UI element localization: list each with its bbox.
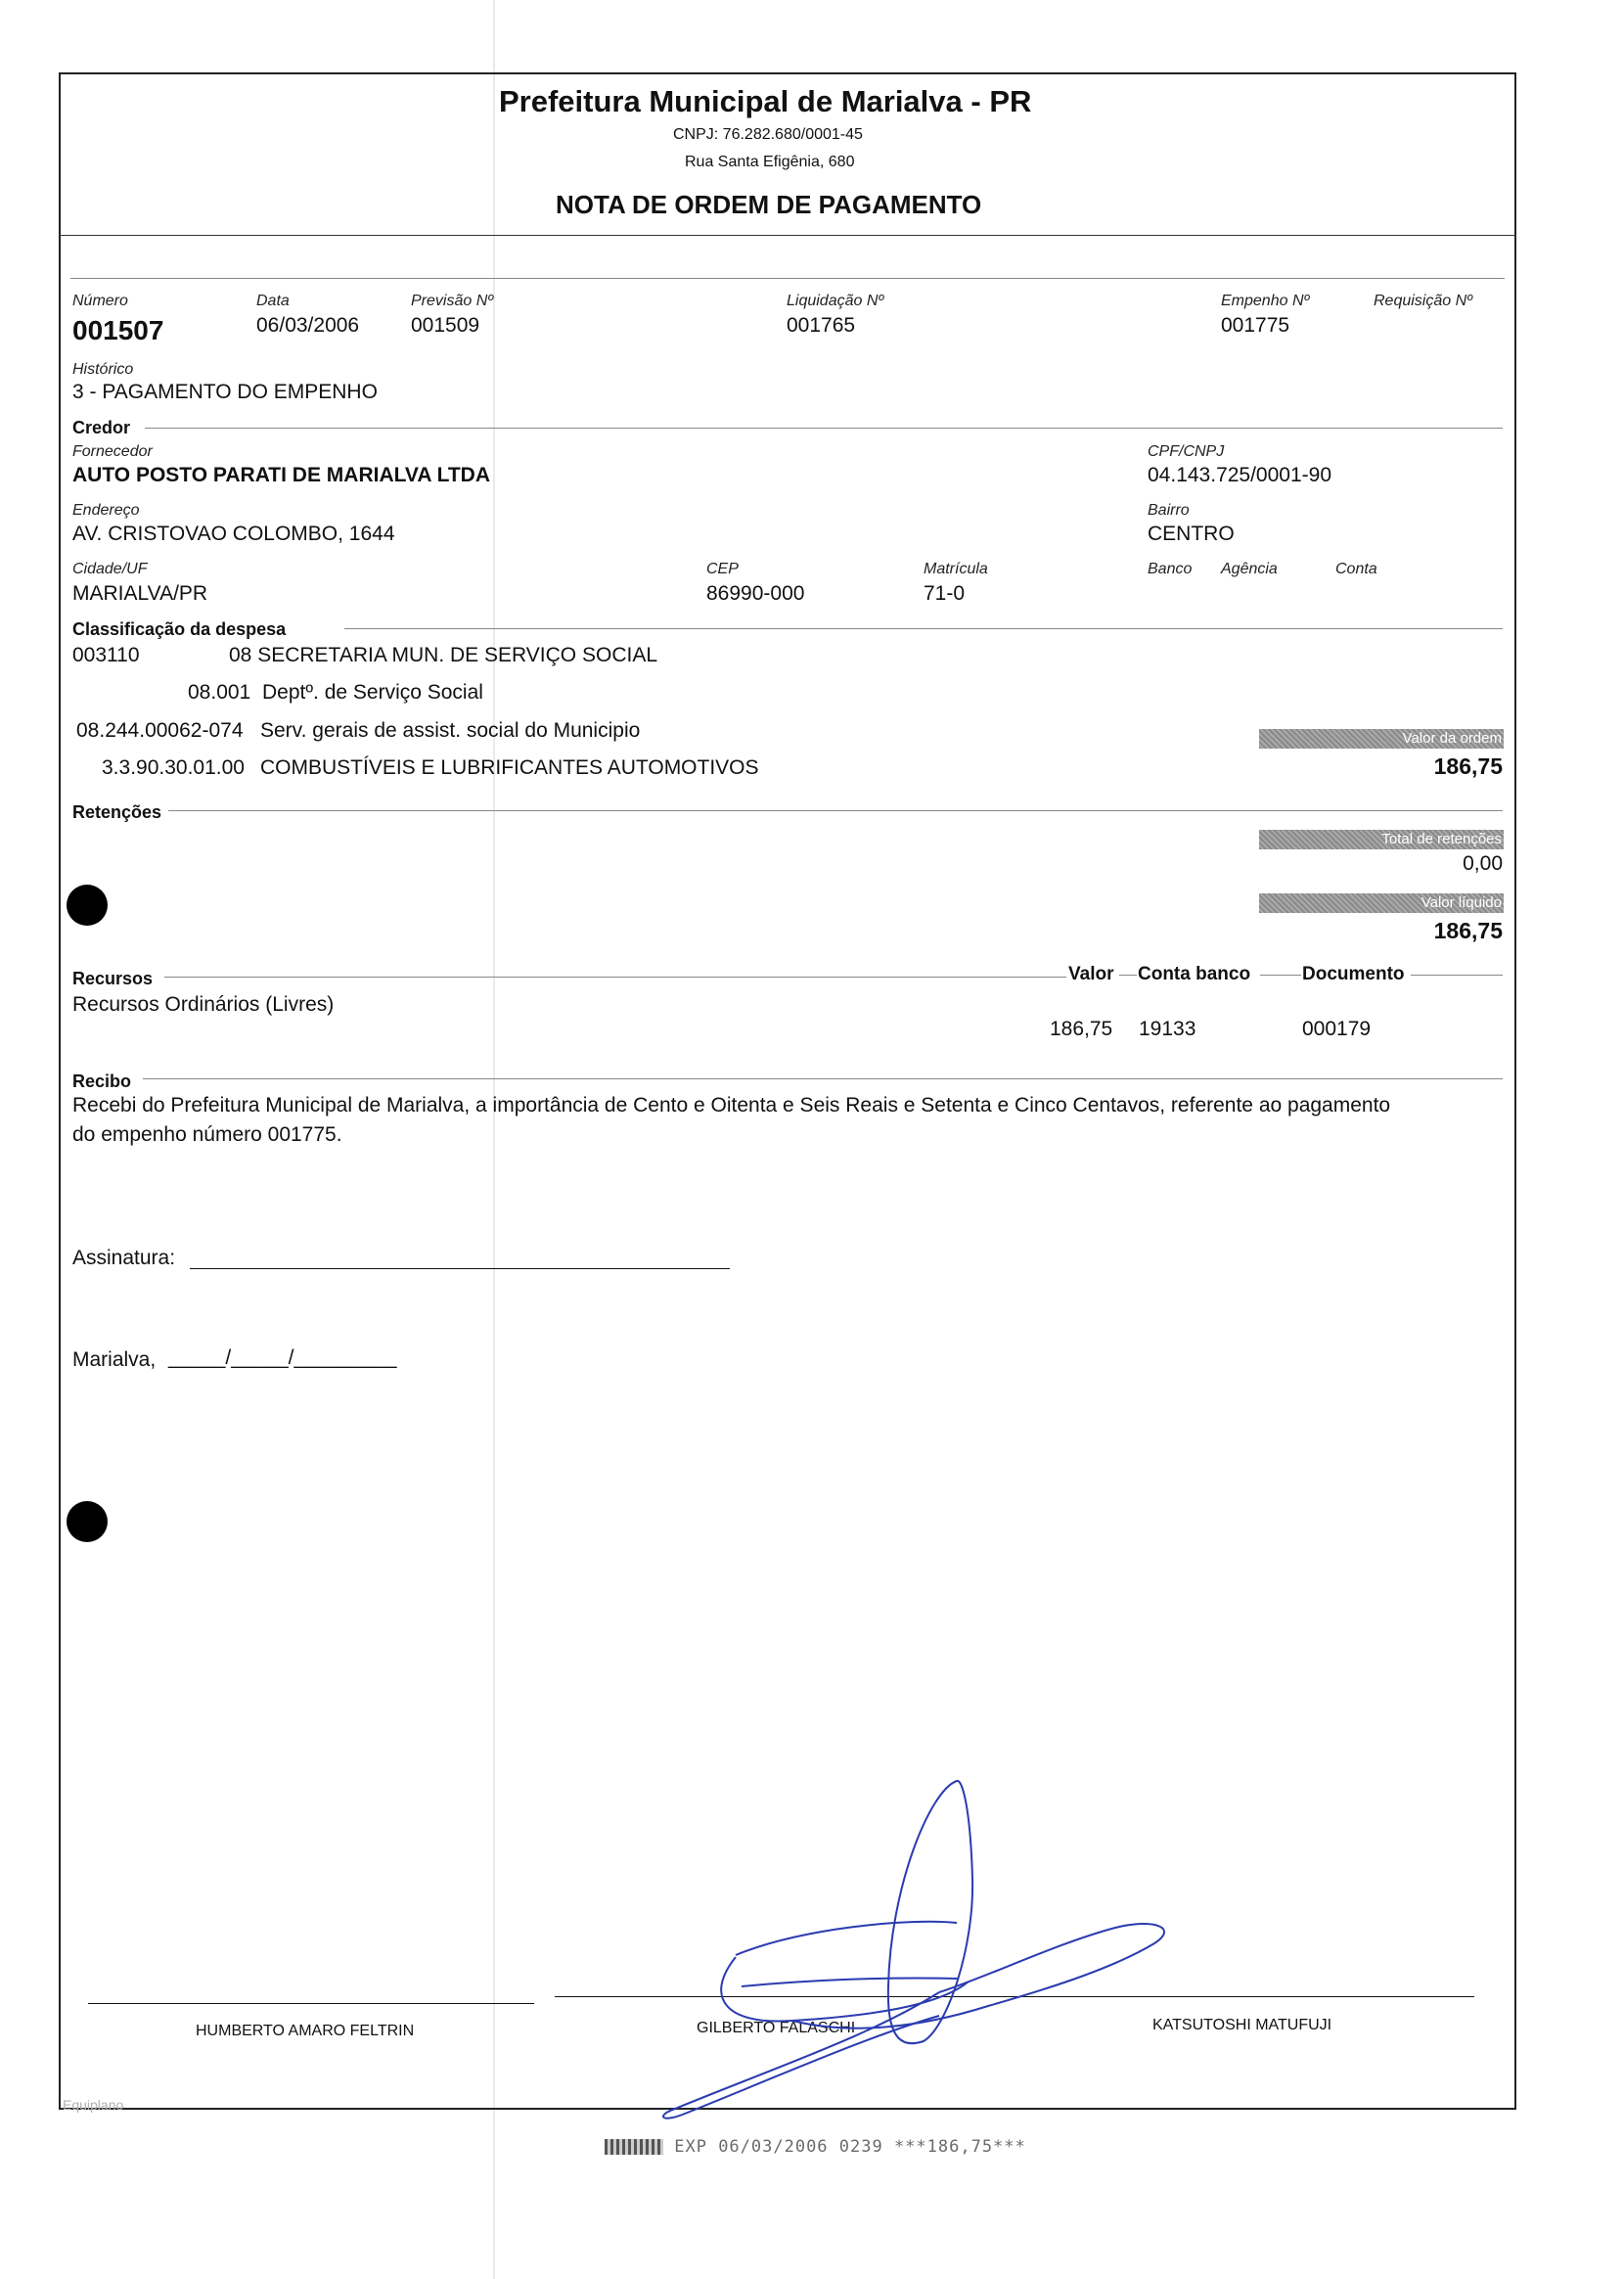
- classificacao-code-1: 003110: [72, 644, 140, 666]
- banco-label: Banco: [1148, 561, 1193, 577]
- classificacao-code-3: 08.244.00062-074: [76, 719, 244, 742]
- credor-divider: [145, 428, 1503, 429]
- classificacao-code-2: 08.001: [188, 681, 251, 704]
- total-retencoes-value: 0,00: [1463, 852, 1503, 875]
- cep-value: 86990-000: [706, 582, 805, 605]
- recursos-divider-3: [1260, 975, 1301, 976]
- matricula-label: Matrícula: [924, 561, 988, 577]
- valor-liquido-label: Valor líquido: [1259, 893, 1504, 913]
- recibo-divider: [143, 1078, 1503, 1079]
- fornecedor-value: AUTO POSTO PARATI DE MARIALVA LTDA: [72, 464, 490, 486]
- org-address: Rua Santa Efigênia, 680: [685, 154, 855, 170]
- software-footer: Equiplano: [63, 2097, 124, 2113]
- signature-line-1: [88, 2003, 534, 2004]
- ids-divider: [70, 278, 1505, 279]
- bank-stamp-text: EXP 06/03/2006 0239 ***186,75***: [674, 2137, 1026, 2157]
- classificacao-desc-4: COMBUSTÍVEIS E LUBRIFICANTES AUTOMOTIVOS: [260, 756, 759, 779]
- recursos-divider-2: [1119, 975, 1137, 976]
- fornecedor-label: Fornecedor: [72, 443, 153, 460]
- bairro-value: CENTRO: [1148, 523, 1235, 545]
- empenho-label: Empenho Nº: [1221, 293, 1310, 309]
- header-divider: [59, 235, 1516, 236]
- cidade-value: MARIALVA/PR: [72, 582, 208, 605]
- bank-stamp: [605, 2137, 1026, 2157]
- endereco-label: Endereço: [72, 502, 140, 519]
- recibo-text-line-1: Recebi do Prefeitura Municipal de Marialva, a importância de Cento e Oitenta e Seis Reais e Setenta e Cinco Centavos, referente ao pagamento: [72, 1094, 1391, 1117]
- matricula-value: 71-0: [924, 582, 966, 605]
- valor-ordem-label: Valor da ordem: [1259, 729, 1504, 749]
- recursos-documento-label: Documento: [1302, 964, 1405, 984]
- classificacao-desc-3: Serv. gerais de assist. social do Municipio: [260, 719, 641, 742]
- recursos-divider-4: [1411, 975, 1503, 976]
- document-title: NOTA DE ORDEM DE PAGAMENTO: [556, 190, 982, 219]
- punch-hole-mark-2: [67, 1501, 108, 1542]
- stamp-logo-icon: [605, 2139, 663, 2155]
- recursos-documento: 000179: [1302, 1018, 1372, 1040]
- date-fill-line: _____/_____/_________: [168, 1346, 397, 1369]
- total-retencoes-label: Total de retenções: [1259, 830, 1504, 849]
- local-label: Marialva,: [72, 1348, 157, 1371]
- classificacao-desc-2: Deptº. de Serviço Social: [262, 681, 483, 704]
- assinatura-label: Assinatura:: [72, 1247, 176, 1269]
- requisicao-label: Requisição Nº: [1374, 293, 1472, 309]
- recursos-divider: [164, 977, 1066, 978]
- classificacao-divider: [344, 628, 1503, 629]
- classificacao-section-title: Classificação da despesa: [72, 619, 287, 639]
- endereco-value: AV. CRISTOVAO COLOMBO, 1644: [72, 523, 395, 545]
- classificacao-desc-1: 08 SECRETARIA MUN. DE SERVIÇO SOCIAL: [229, 644, 658, 666]
- cidade-label: Cidade/UF: [72, 561, 148, 577]
- recibo-section-title: Recibo: [72, 1071, 132, 1091]
- cpf-label: CPF/CNPJ: [1148, 443, 1225, 460]
- signatario-2: GILBERTO FALASCHI: [697, 2020, 856, 2036]
- classificacao-code-4: 3.3.90.30.01.00: [102, 756, 245, 779]
- recursos-descricao: Recursos Ordinários (Livres): [72, 993, 335, 1016]
- recursos-section-title: Recursos: [72, 969, 154, 988]
- previsao-label: Previsão Nº: [411, 293, 494, 309]
- retencoes-divider: [168, 810, 1503, 811]
- data-label: Data: [256, 293, 290, 309]
- handwritten-signature: [646, 1771, 1194, 2133]
- assinatura-line: [190, 1268, 730, 1269]
- cpf-value: 04.143.725/0001-90: [1148, 464, 1332, 486]
- historico-value: 3 - PAGAMENTO DO EMPENHO: [72, 381, 378, 403]
- numero-value: 001507: [72, 315, 164, 345]
- recursos-conta: 19133: [1139, 1018, 1196, 1040]
- data-value: 06/03/2006: [256, 314, 360, 337]
- conta-label: Conta: [1335, 561, 1377, 577]
- valor-ordem-value: 186,75: [1433, 753, 1503, 779]
- cep-label: CEP: [706, 561, 739, 577]
- bairro-label: Bairro: [1148, 502, 1190, 519]
- numero-label: Número: [72, 293, 128, 309]
- org-cnpj: CNPJ: 76.282.680/0001-45: [673, 126, 863, 143]
- agencia-label: Agência: [1221, 561, 1278, 577]
- retencoes-section-title: Retenções: [72, 802, 162, 822]
- recibo-text-line-2: do empenho número 001775.: [72, 1123, 342, 1146]
- recursos-valor: 186,75: [1050, 1018, 1113, 1040]
- credor-section-title: Credor: [72, 418, 131, 437]
- liquidacao-label: Liquidação Nº: [787, 293, 884, 309]
- punch-hole-mark: [67, 885, 108, 926]
- valor-liquido-value: 186,75: [1433, 918, 1503, 943]
- recursos-conta-label: Conta banco: [1138, 964, 1251, 984]
- liquidacao-value: 001765: [787, 314, 856, 337]
- org-title: Prefeitura Municipal de Marialva - PR: [499, 84, 1032, 118]
- previsao-value: 001509: [411, 314, 480, 337]
- historico-label: Histórico: [72, 361, 134, 378]
- signatario-1: HUMBERTO AMARO FELTRIN: [196, 2023, 415, 2039]
- recursos-valor-label: Valor: [1068, 964, 1114, 984]
- empenho-value: 001775: [1221, 314, 1290, 337]
- signatario-3: KATSUTOSHI MATUFUJI: [1152, 2017, 1332, 2033]
